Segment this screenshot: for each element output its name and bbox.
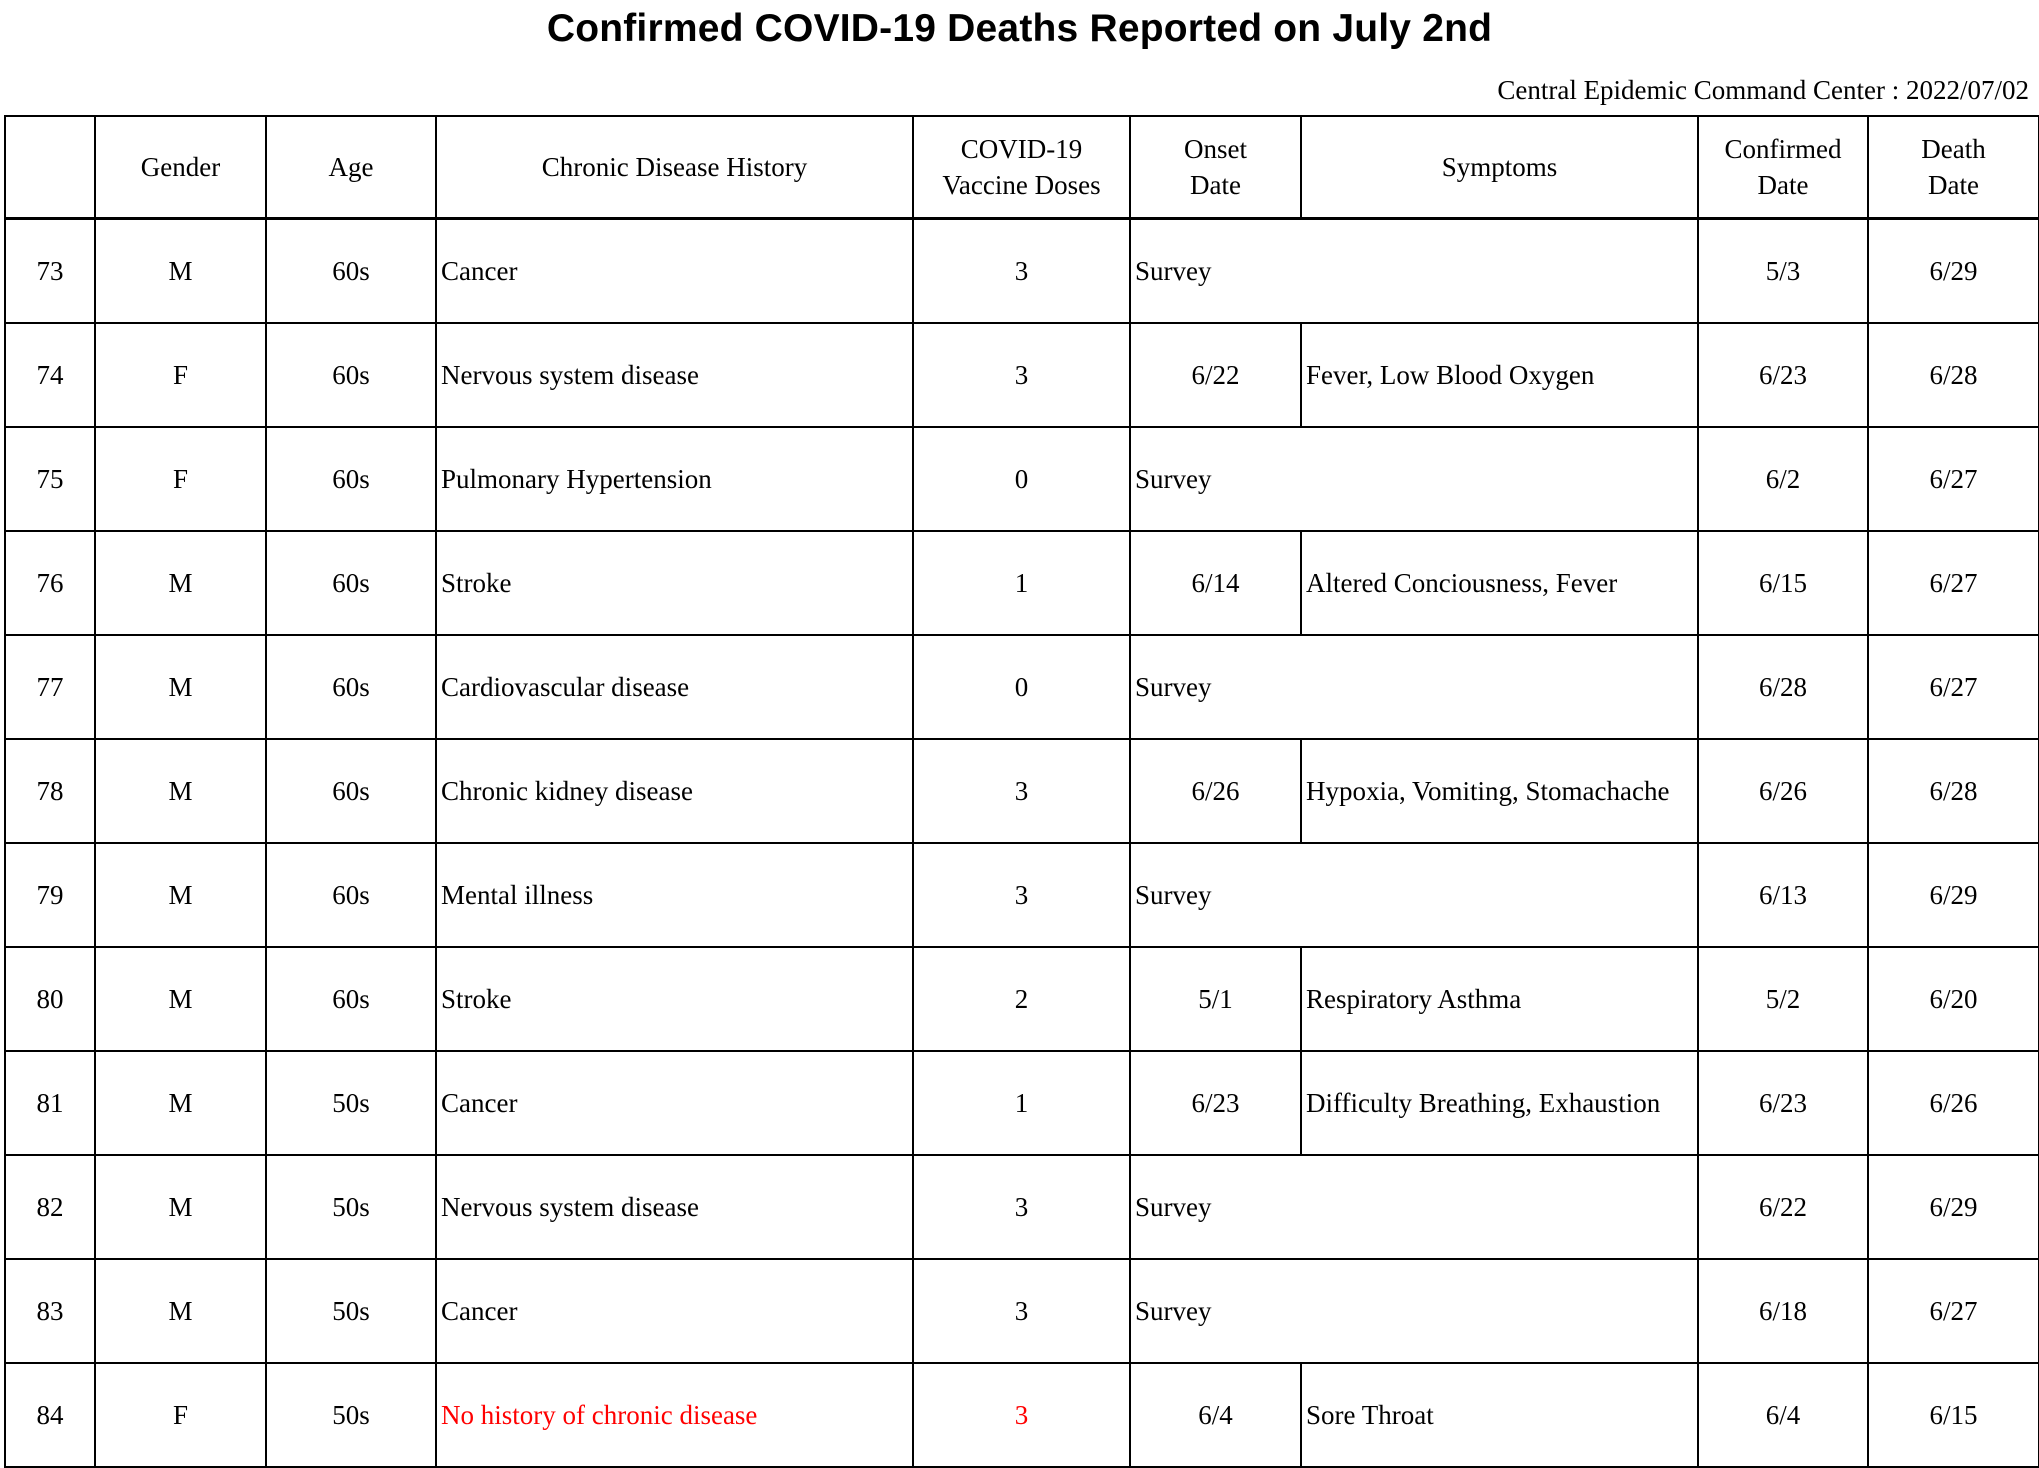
symptoms-cell: Altered Conciousness, Fever: [1301, 531, 1698, 635]
case-number-cell: 82: [5, 1155, 95, 1259]
death-date-cell: 6/27: [1868, 635, 2039, 739]
case-number-cell: 83: [5, 1259, 95, 1363]
gender-cell: F: [95, 427, 266, 531]
symptoms-survey-cell: Survey: [1130, 843, 1698, 947]
death-date-cell: 6/29: [1868, 219, 2039, 323]
confirmed-date-cell: 6/26: [1698, 739, 1868, 843]
header-vaccine-doses: [913, 116, 1130, 219]
confirmed-date-cell: 6/28: [1698, 635, 1868, 739]
death-date-cell: 6/27: [1868, 531, 2039, 635]
age-cell: 50s: [266, 1363, 436, 1467]
header-symptoms: Symptoms: [1301, 116, 1698, 219]
table-row: [5, 219, 2039, 323]
vaccine-doses-cell: 1: [913, 1051, 1130, 1155]
age-cell: 60s: [266, 739, 436, 843]
vaccine-doses-cell: 0: [913, 635, 1130, 739]
table-row: [5, 1155, 2039, 1259]
header-onset-line2: Date: [1190, 170, 1241, 200]
confirmed-date-cell: 6/18: [1698, 1259, 1868, 1363]
age-cell: 60s: [266, 323, 436, 427]
death-date-cell: 6/15: [1868, 1363, 2039, 1467]
case-number-cell: 74: [5, 323, 95, 427]
header-death-line2: Date: [1928, 170, 1979, 200]
table-row: [5, 531, 2039, 635]
header-vaccine-line2: Vaccine Doses: [942, 170, 1101, 200]
death-date-cell: 6/28: [1868, 323, 2039, 427]
case-number-cell: 75: [5, 427, 95, 531]
case-number-cell: 77: [5, 635, 95, 739]
chronic-disease-cell: Stroke: [436, 947, 913, 1051]
symptoms-survey-cell: Survey: [1130, 635, 1698, 739]
case-number-cell: 76: [5, 531, 95, 635]
death-date-cell: 6/26: [1868, 1051, 2039, 1155]
source-attribution: Central Epidemic Command Center : 2022/07/02: [1497, 75, 2029, 105]
header-death-line1: Death: [1921, 134, 1986, 164]
onset-date-cell: 6/14: [1130, 531, 1301, 635]
vaccine-doses-cell: 0: [913, 427, 1130, 531]
header-vaccine-line1: COVID-19: [960, 134, 1083, 164]
gender-cell: F: [95, 323, 266, 427]
table-row: [5, 1259, 2039, 1363]
vaccine-doses-cell: 2: [913, 947, 1130, 1051]
confirmed-date-cell: 5/3: [1698, 219, 1868, 323]
header-onset-line1: Onset: [1184, 134, 1247, 164]
vaccine-doses-cell: 3: [913, 219, 1130, 323]
header-onset-date: [1130, 116, 1301, 219]
age-cell: 50s: [266, 1259, 436, 1363]
table-row: [5, 1051, 2039, 1155]
table-body: [5, 219, 2039, 1467]
vaccine-doses-cell: 3: [913, 1155, 1130, 1259]
case-number-cell: 73: [5, 219, 95, 323]
gender-cell: M: [95, 635, 266, 739]
onset-date-cell: 5/1: [1130, 947, 1301, 1051]
symptoms-survey-cell: Survey: [1130, 427, 1698, 531]
vaccine-doses-cell: 3: [913, 1259, 1130, 1363]
gender-cell: M: [95, 947, 266, 1051]
table-row: [5, 739, 2039, 843]
header-chronic-disease-history: Chronic Disease History: [436, 116, 913, 219]
table-header: [5, 116, 2039, 219]
vaccine-doses-cell: 1: [913, 531, 1130, 635]
case-number-cell: 80: [5, 947, 95, 1051]
table-row: [5, 427, 2039, 531]
confirmed-date-cell: 5/2: [1698, 947, 1868, 1051]
table-row: [5, 947, 2039, 1051]
header-death-date: [1868, 116, 2039, 219]
death-date-cell: 6/27: [1868, 427, 2039, 531]
table-row: [5, 635, 2039, 739]
gender-cell: M: [95, 219, 266, 323]
vaccine-doses-cell: 3: [913, 1363, 1130, 1467]
case-number-cell: 81: [5, 1051, 95, 1155]
onset-date-cell: 6/23: [1130, 1051, 1301, 1155]
death-date-cell: 6/27: [1868, 1259, 2039, 1363]
age-cell: 60s: [266, 531, 436, 635]
case-number-cell: 78: [5, 739, 95, 843]
chronic-disease-cell: Cancer: [436, 1259, 913, 1363]
gender-cell: M: [95, 1051, 266, 1155]
symptoms-survey-cell: Survey: [1130, 1259, 1698, 1363]
death-date-cell: 6/29: [1868, 843, 2039, 947]
case-number-cell: 84: [5, 1363, 95, 1467]
age-cell: 60s: [266, 219, 436, 323]
symptoms-cell: Respiratory Asthma: [1301, 947, 1698, 1051]
age-cell: 60s: [266, 427, 436, 531]
gender-cell: M: [95, 531, 266, 635]
case-number-cell: 79: [5, 843, 95, 947]
gender-cell: M: [95, 1155, 266, 1259]
page-title: Confirmed COVID-19 Deaths Reported on July 2nd: [546, 7, 1493, 50]
confirmed-date-cell: 6/15: [1698, 531, 1868, 635]
age-cell: 60s: [266, 635, 436, 739]
vaccine-doses-cell: 3: [913, 323, 1130, 427]
onset-date-cell: 6/26: [1130, 739, 1301, 843]
symptoms-survey-cell: Survey: [1130, 219, 1698, 323]
table-row: [5, 323, 2039, 427]
deaths-table: [4, 115, 2039, 1468]
age-cell: 50s: [266, 1155, 436, 1259]
chronic-disease-cell: Nervous system disease: [436, 323, 913, 427]
gender-cell: F: [95, 1363, 266, 1467]
chronic-disease-cell: Chronic kidney disease: [436, 739, 913, 843]
chronic-disease-cell: Cancer: [436, 1051, 913, 1155]
vaccine-doses-cell: 3: [913, 843, 1130, 947]
onset-date-cell: 6/22: [1130, 323, 1301, 427]
chronic-disease-cell: Nervous system disease: [436, 1155, 913, 1259]
death-date-cell: 6/28: [1868, 739, 2039, 843]
chronic-disease-cell: Stroke: [436, 531, 913, 635]
confirmed-date-cell: 6/23: [1698, 323, 1868, 427]
header-confirmed-line2: Date: [1757, 170, 1809, 200]
onset-date-cell: 6/4: [1130, 1363, 1301, 1467]
gender-cell: M: [95, 739, 266, 843]
age-cell: 60s: [266, 947, 436, 1051]
header-confirmed-line1: Confirmed: [1724, 134, 1842, 164]
confirmed-date-cell: 6/13: [1698, 843, 1868, 947]
vaccine-doses-cell: 3: [913, 739, 1130, 843]
header-gender: Gender: [95, 116, 266, 219]
header-case: [5, 116, 95, 219]
symptoms-cell: Difficulty Breathing, Exhaustion: [1301, 1051, 1698, 1155]
gender-cell: M: [95, 1259, 266, 1363]
death-date-cell: 6/29: [1868, 1155, 2039, 1259]
gender-cell: M: [95, 843, 266, 947]
confirmed-date-cell: 6/4: [1698, 1363, 1868, 1467]
symptoms-cell: Fever, Low Blood Oxygen: [1301, 323, 1698, 427]
header-age: Age: [266, 116, 436, 219]
age-cell: 60s: [266, 843, 436, 947]
symptoms-cell: Hypoxia, Vomiting, Stomachache: [1301, 739, 1698, 843]
chronic-disease-cell: Mental illness: [436, 843, 913, 947]
confirmed-date-cell: 6/2: [1698, 427, 1868, 531]
symptoms-cell: Sore Throat: [1301, 1363, 1698, 1467]
chronic-disease-cell: No history of chronic disease: [436, 1363, 913, 1467]
chronic-disease-cell: Cardiovascular disease: [436, 635, 913, 739]
header-confirmed-date: [1698, 116, 1868, 219]
chronic-disease-cell: Cancer: [436, 219, 913, 323]
age-cell: 50s: [266, 1051, 436, 1155]
confirmed-date-cell: 6/22: [1698, 1155, 1868, 1259]
table-row: [5, 1363, 2039, 1467]
symptoms-survey-cell: Survey: [1130, 1155, 1698, 1259]
death-date-cell: 6/20: [1868, 947, 2039, 1051]
confirmed-date-cell: 6/23: [1698, 1051, 1868, 1155]
chronic-disease-cell: Pulmonary Hypertension: [436, 427, 913, 531]
header-row: [5, 116, 2039, 219]
table-row: [5, 843, 2039, 947]
